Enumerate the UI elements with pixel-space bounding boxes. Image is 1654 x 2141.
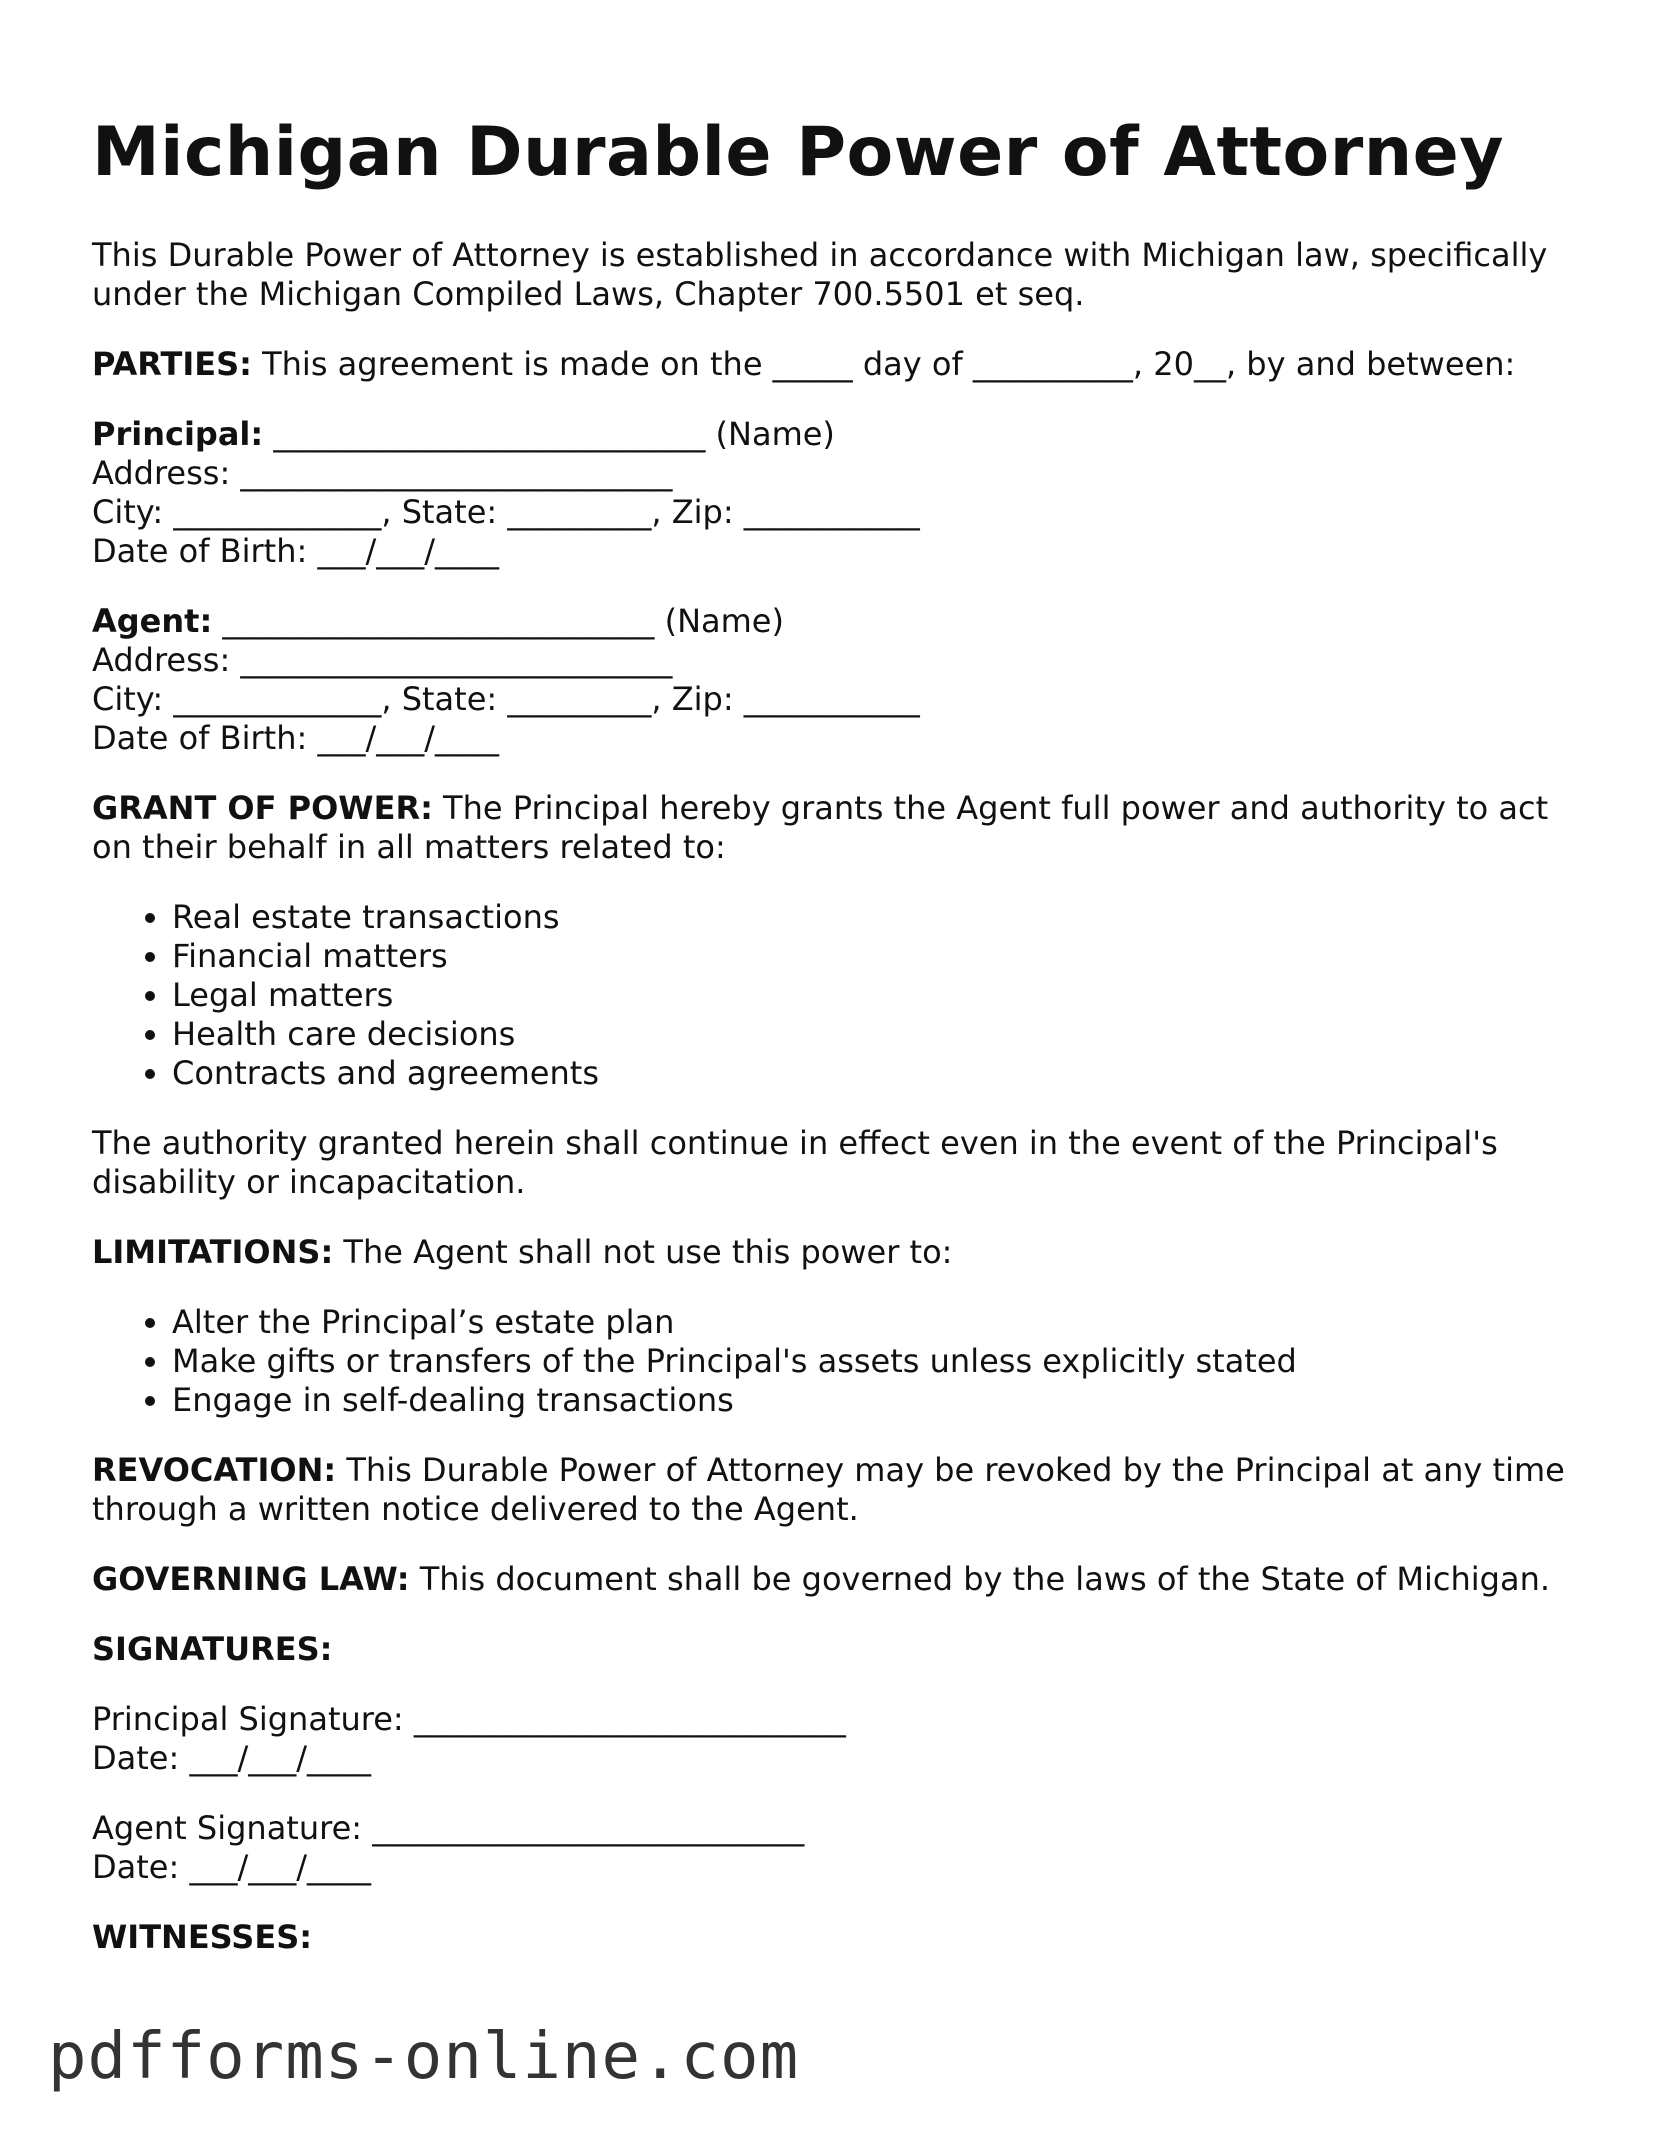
agent-label: Agent: [92, 601, 213, 640]
list-item: • Health care decisions [172, 1015, 1592, 1054]
principal-address-line: Address: ___________________________ [92, 453, 673, 492]
agent-city-line: City: _____________, State: _________, Zip: ___________ [92, 679, 920, 718]
list-item: • Make gifts or transfers of the Principal's assets unless explicitly stated [172, 1342, 1592, 1381]
parties-text: This agreement is made on the _____ day of __________, 20__, by and between: [251, 344, 1516, 383]
limitations-list [92, 1303, 1592, 1420]
agent-signature-line: Agent Signature: ___________________________ [92, 1808, 805, 1847]
list-item: • Legal matters [172, 976, 1592, 1015]
revocation-paragraph [92, 1451, 1592, 1529]
principal-signature-block [92, 1700, 1592, 1778]
agent-name-line [92, 602, 1592, 641]
agent-signature-block [92, 1809, 1592, 1887]
list-item: • Financial matters [172, 937, 1592, 976]
governing-law-text: This document shall be governed by the laws of the State of Michigan. [409, 1559, 1551, 1598]
revocation-text: This Durable Power of Attorney may be revoked by the Principal at any time through a written notice delivered to the Agent. [92, 1450, 1565, 1528]
list-item: • Engage in self-dealing transactions [172, 1381, 1592, 1420]
witnesses-heading [92, 1918, 1592, 1957]
agent-name-field: ___________________________ (Name) [212, 601, 784, 640]
footer-watermark: pdfforms-online.com [48, 2020, 800, 2094]
principal-signature-line: Principal Signature: ___________________________ [92, 1699, 846, 1738]
agent-address-line: Address: ___________________________ [92, 640, 673, 679]
principal-date-line: Date: ___/___/____ [92, 1738, 371, 1777]
agent-date-line: Date: ___/___/____ [92, 1847, 371, 1886]
grant-paragraph [92, 789, 1592, 867]
durability-paragraph: The authority granted herein shall continue in effect even in the event of the Principal's disability or incapacitation. [92, 1123, 1498, 1201]
limitations-text: The Agent shall not use this power to: [333, 1232, 953, 1271]
list-item: • Contracts and agreements [172, 1054, 1592, 1093]
grant-list [92, 898, 1592, 1093]
intro-paragraph: This Durable Power of Attorney is established in accordance with Michigan law, specifically under the Michigan Compiled Laws, Chapter 700.5501 et seq. [92, 235, 1548, 313]
grant-text: The Principal hereby grants the Agent full power and authority to act on their behalf in all matters related to: [92, 788, 1549, 866]
limitations-paragraph [92, 1233, 1592, 1272]
witnesses-label: WITNESSES: [92, 1917, 313, 1956]
limitations-label: LIMITATIONS: [92, 1232, 334, 1271]
revocation-label: REVOCATION: [92, 1450, 337, 1489]
parties-paragraph [92, 345, 1592, 384]
principal-name-field: ___________________________ (Name) [263, 414, 835, 453]
agent-block [92, 602, 1592, 758]
governing-law-paragraph [92, 1560, 1592, 1599]
parties-label: PARTIES: [92, 344, 252, 383]
document-title: Michigan Durable Power of Attorney [92, 113, 1505, 192]
signatures-heading [92, 1630, 1592, 1669]
governing-law-label: GOVERNING LAW: [92, 1559, 410, 1598]
principal-block [92, 415, 1592, 571]
signatures-label: SIGNATURES: [92, 1629, 333, 1668]
list-item: • Real estate transactions [172, 898, 1592, 937]
principal-dob-line: Date of Birth: ___/___/____ [92, 531, 500, 570]
agent-dob-line: Date of Birth: ___/___/____ [92, 718, 500, 757]
grant-label: GRANT OF POWER: [92, 788, 433, 827]
principal-label: Principal: [92, 414, 264, 453]
principal-name-line [92, 415, 1592, 454]
principal-city-line: City: _____________, State: _________, Zip: ___________ [92, 492, 920, 531]
document-page [92, 112, 1592, 1988]
list-item: • Alter the Principal’s estate plan [172, 1303, 1592, 1342]
